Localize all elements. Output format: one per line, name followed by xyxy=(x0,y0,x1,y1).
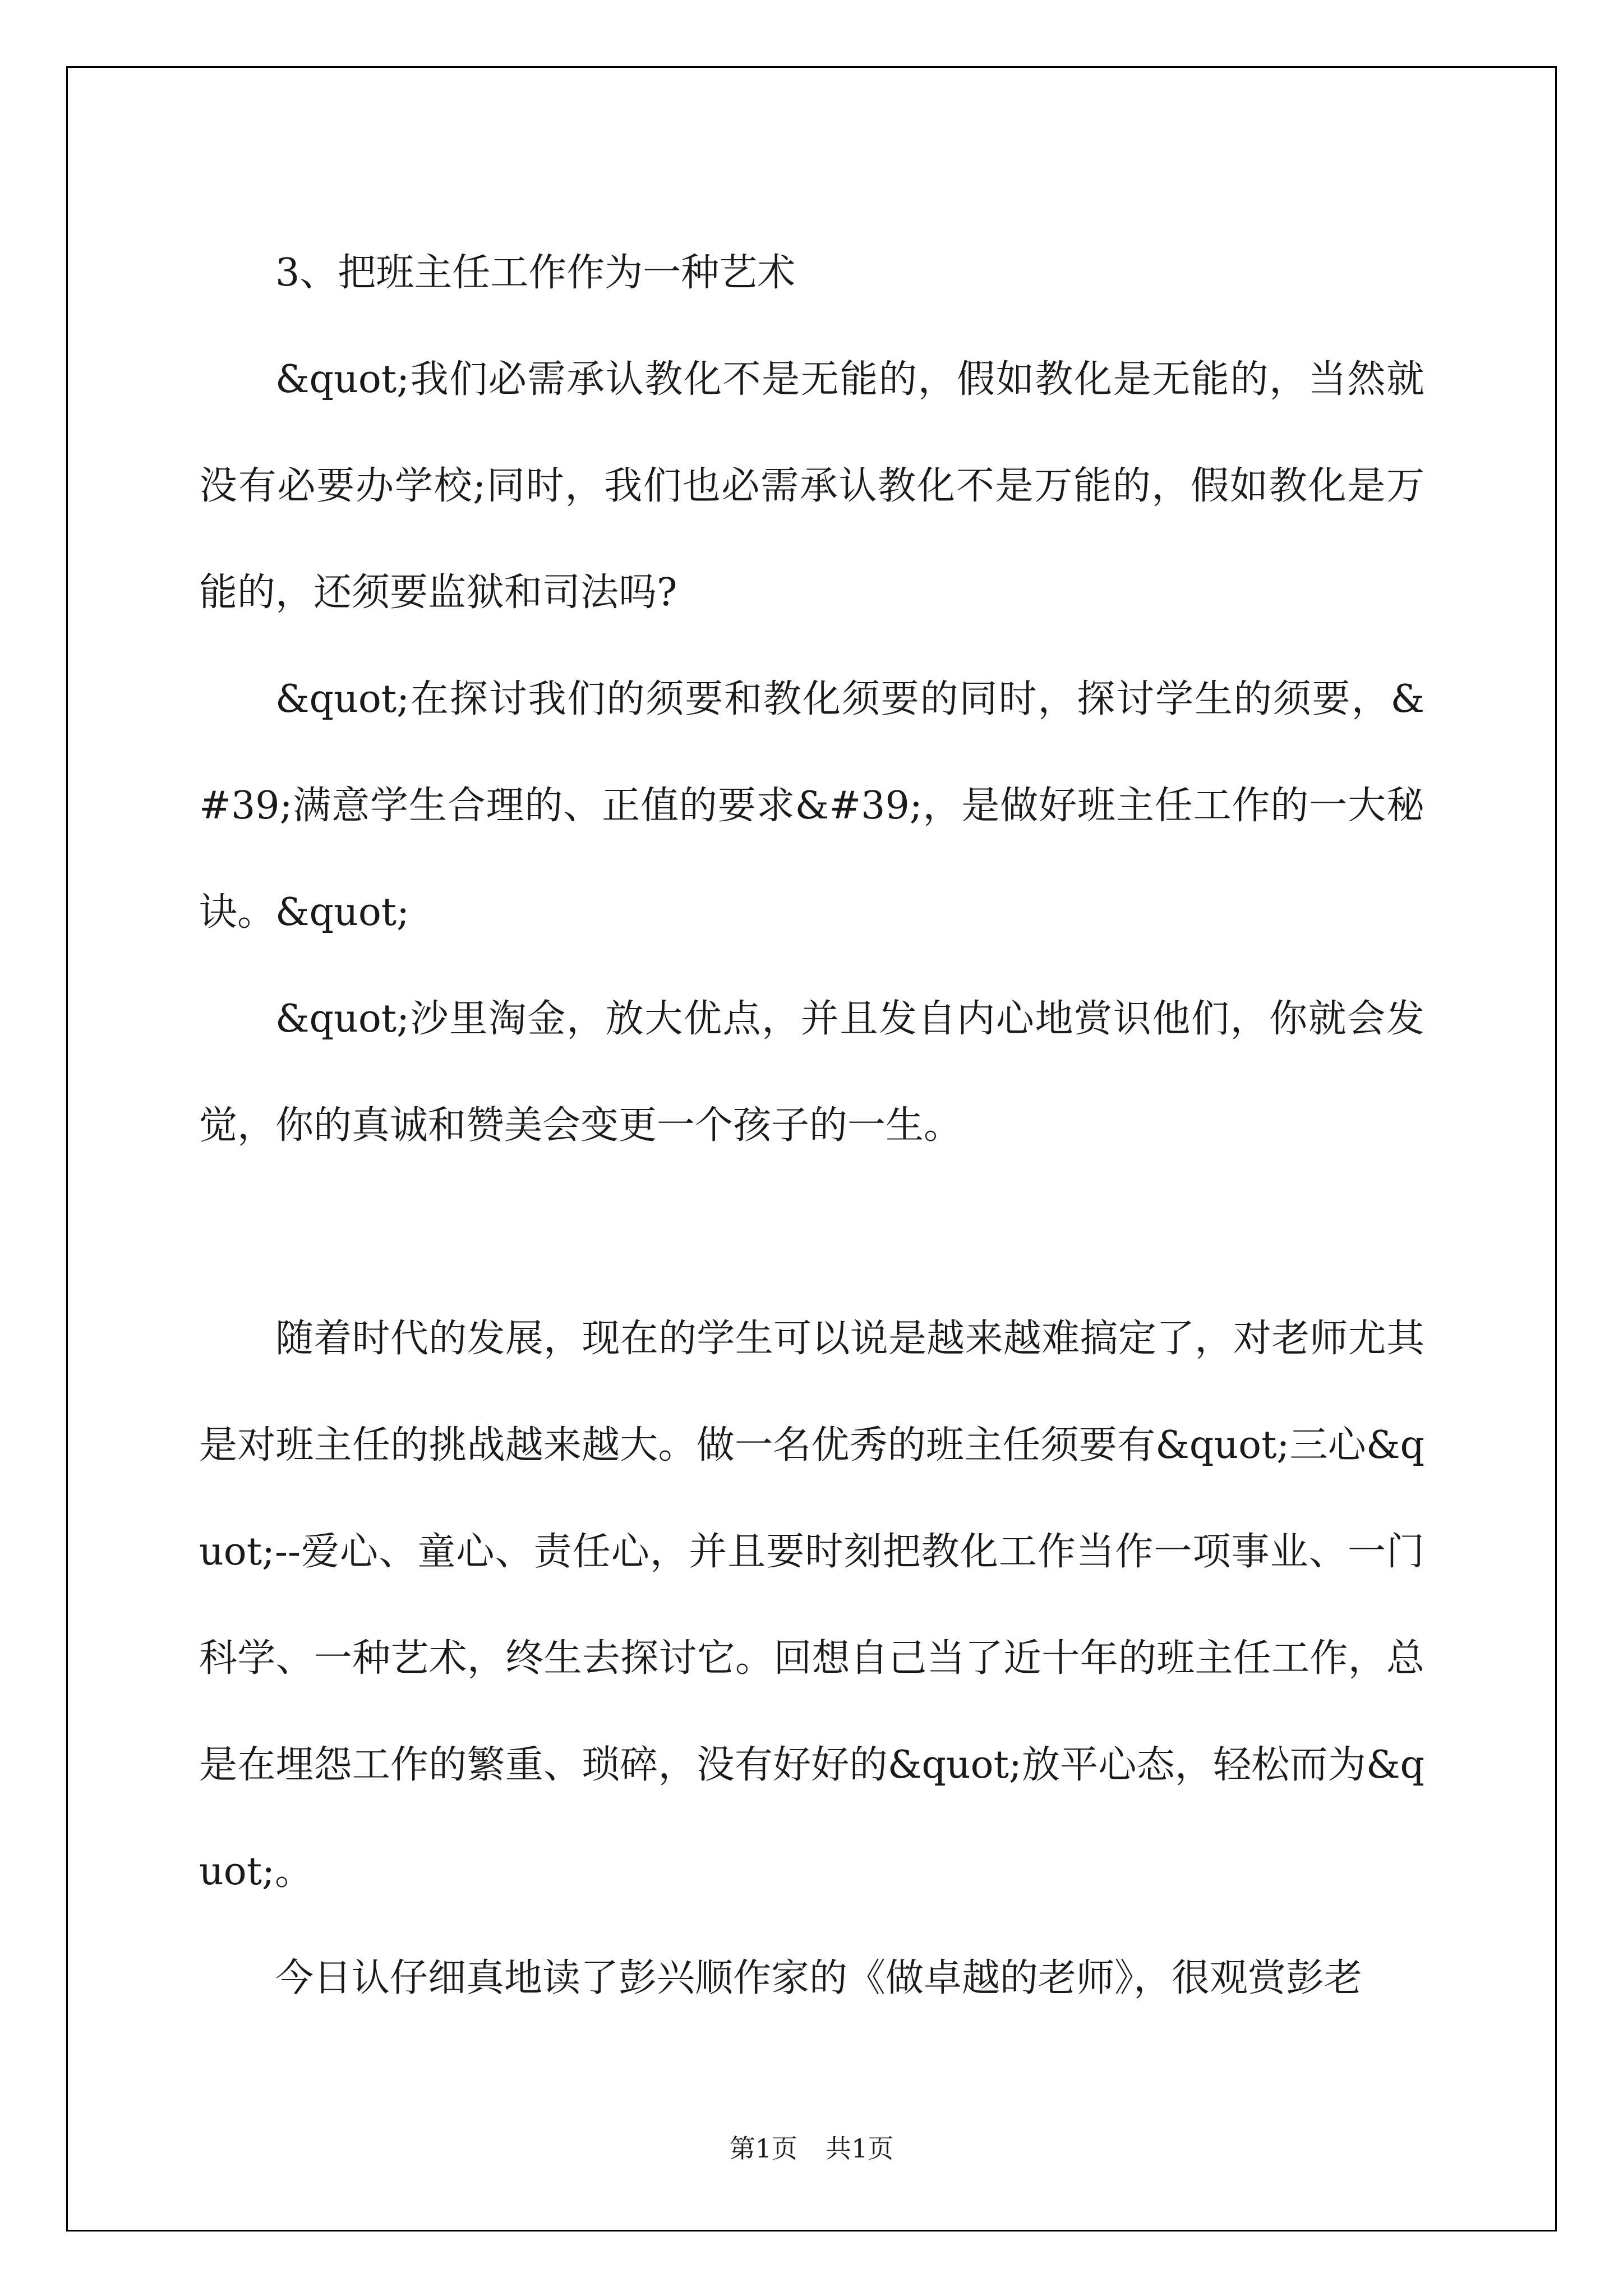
paragraph: &quot;沙里淘金，放大优点，并且发自内心地赏识他们，你就会发觉，你的真诚和赞美会变更一个孩子的一生。 xyxy=(199,997,1424,1148)
document-body xyxy=(199,220,1424,2032)
page-footer xyxy=(0,2132,1623,2165)
paragraph: &quot;在探讨我们的须要和教化须要的同时，探讨学生的须要，&#39;满意学生合理的、正值的要求&#39;，是做好班主任工作的一大秘诀。&quot; xyxy=(199,677,1424,935)
paragraph: 今日认仔细真地读了彭兴顺作家的《做卓越的老师》，很观赏彭老 xyxy=(275,1956,1363,2000)
paragraph: &quot;我们必需承认教化不是无能的，假如教化是无能的，当然就没有必要办学校;同时，我们也必需承认教化不是万能的，假如教化是万能的，还须要监狱和司法吗? xyxy=(199,357,1424,615)
paragraph: 随着时代的发展，现在的学生可以说是越来越难搞定了，对老师尤其是对班主任的挑战越来越大。做一名优秀的班主任须要有&quot;三心&quot;--爱心、童心、责任心，并且要时刻把教化工作当作一项事业、一门科学、一种艺术，终生去探讨它。回想自己当了近十年的班主任工作，总是在埋怨工作的繁重、琐碎，没有好好的&quot;放平心态，轻松而为&quot;。 xyxy=(199,1317,1424,1894)
page-number: 第1页 xyxy=(729,2133,797,2164)
paragraph-heading: 3、把班主任工作作为一种艺术 xyxy=(275,251,796,295)
page-total: 共1页 xyxy=(826,2133,894,2164)
